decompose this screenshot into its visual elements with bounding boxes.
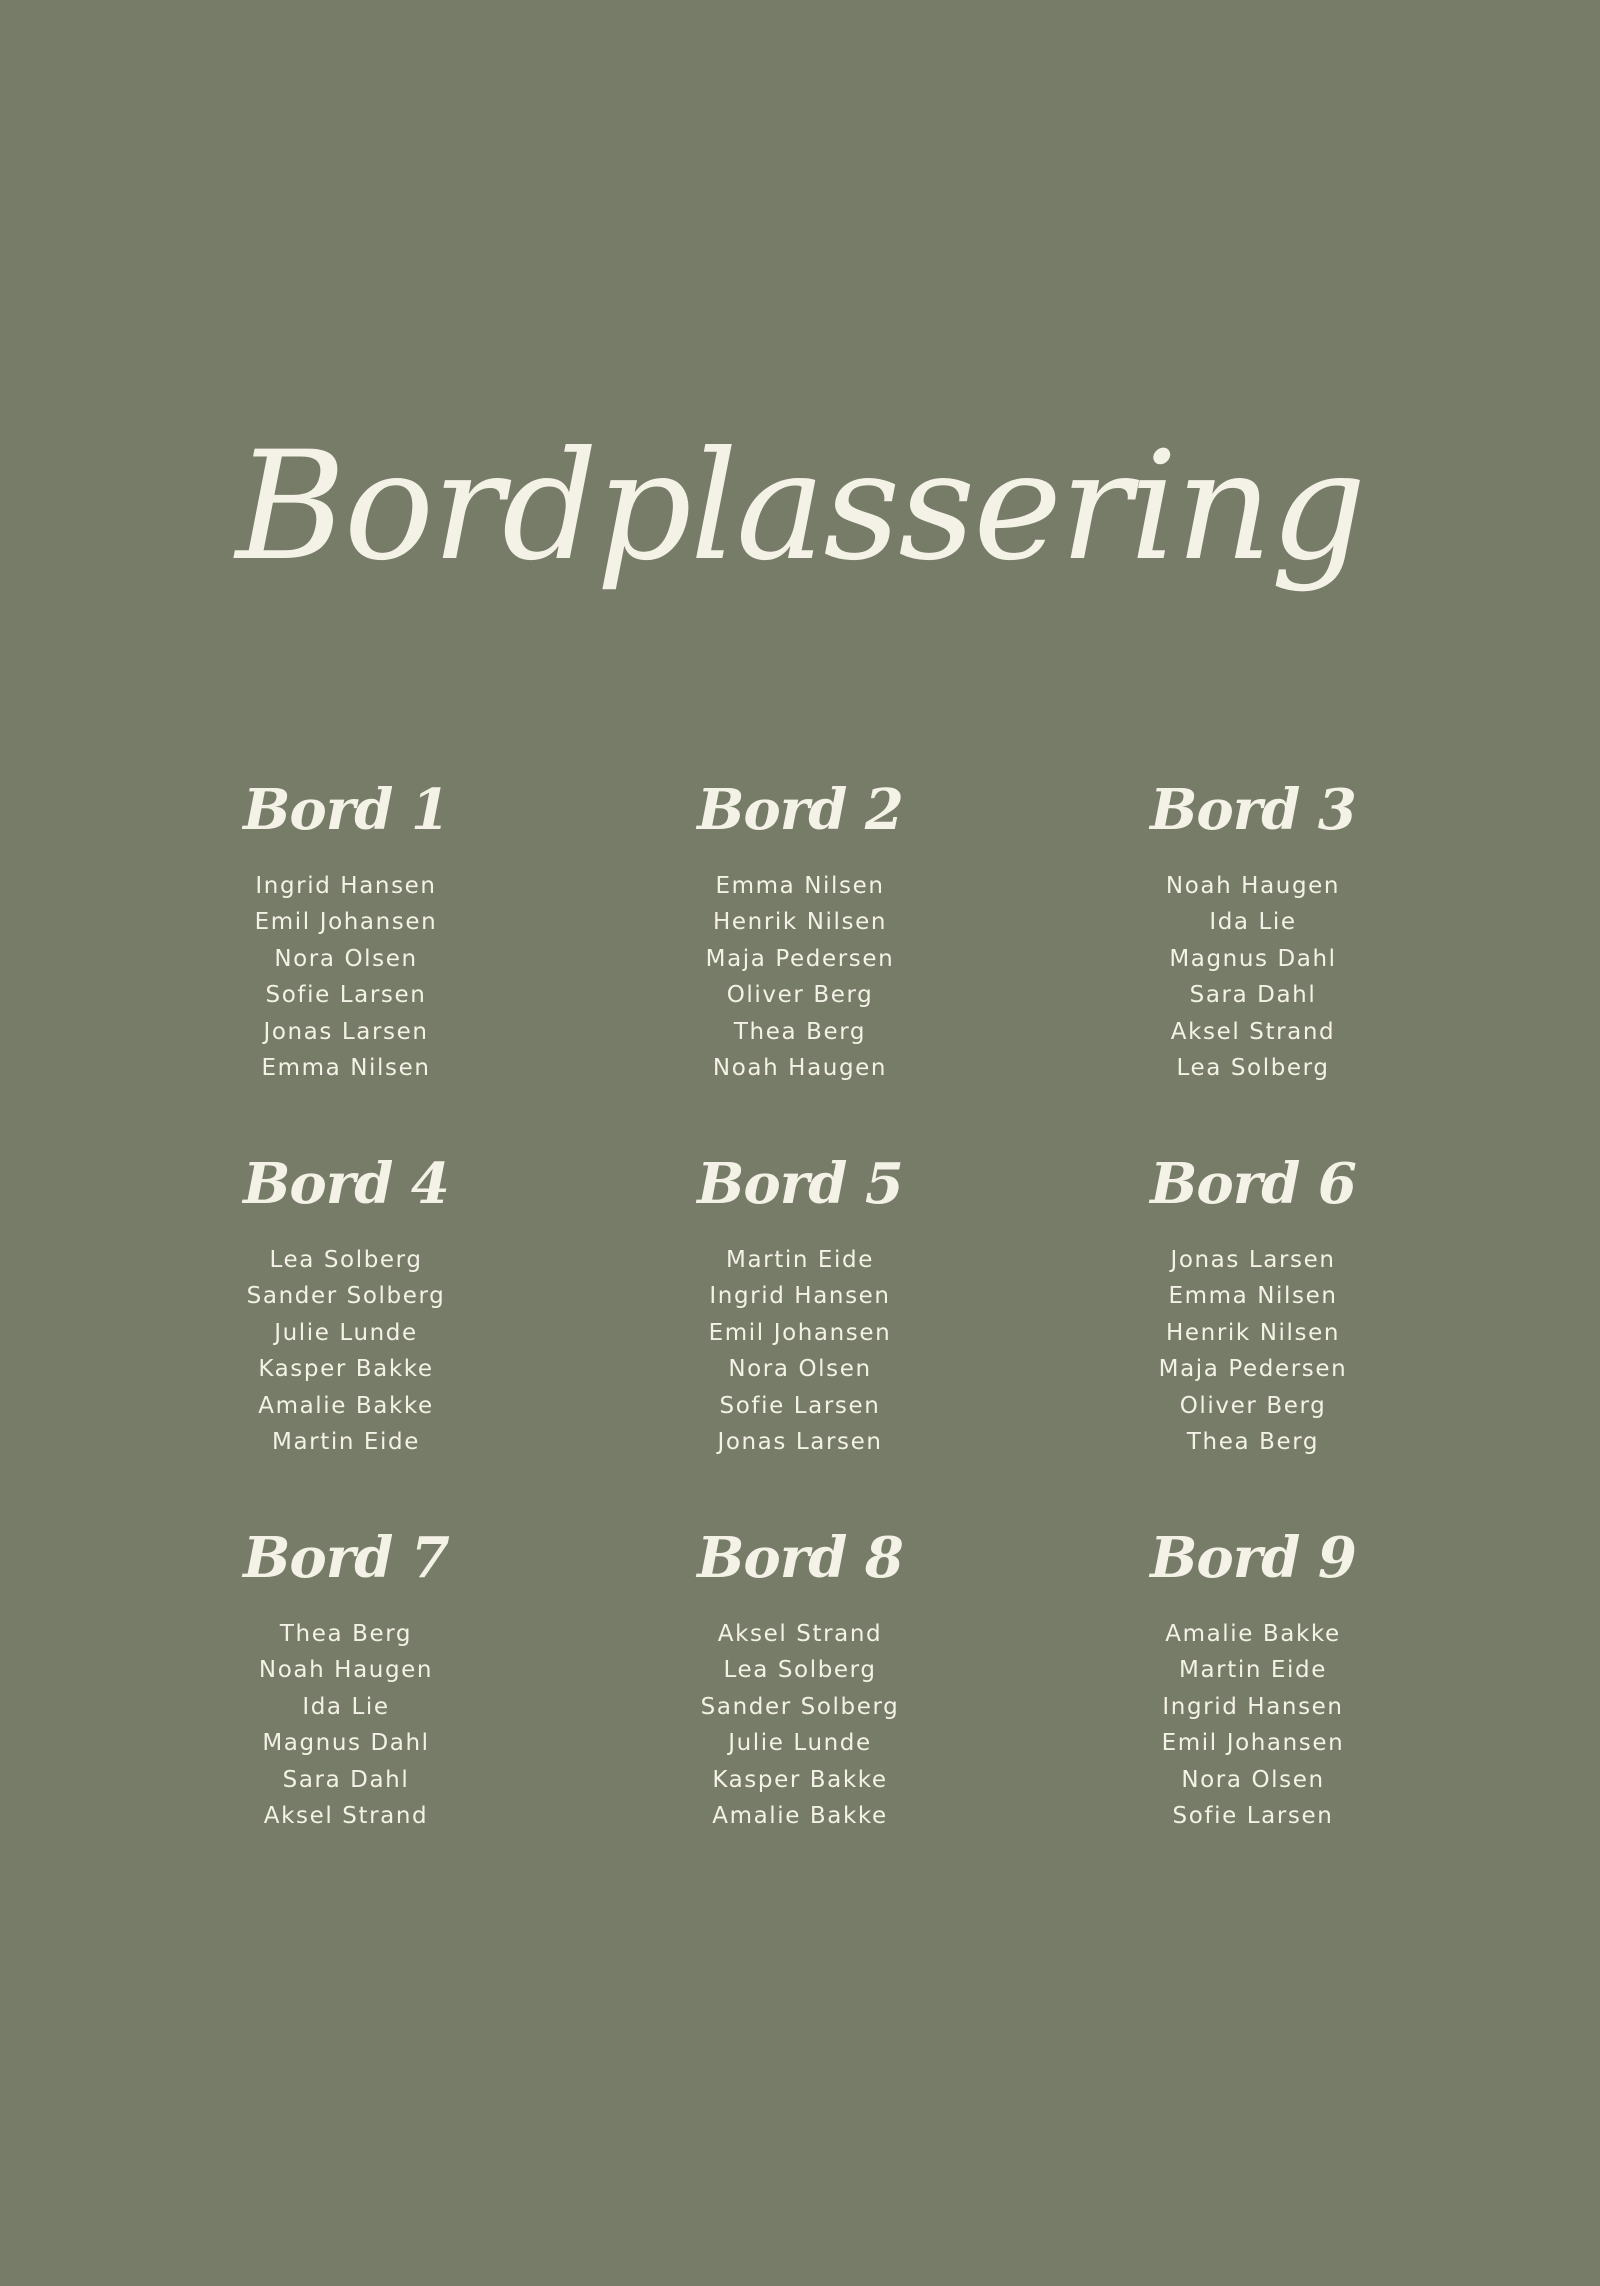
guest-name: Henrik Nilsen <box>1166 1319 1340 1346</box>
guest-name: Aksel Strand <box>263 1803 429 1830</box>
guest-name: Emma Nilsen <box>1168 1283 1338 1310</box>
table-block <box>146 770 546 1086</box>
guest-name: Sofie Larsen <box>265 982 427 1009</box>
guest-name: Noah Haugen <box>258 1657 434 1684</box>
guest-name: Noah Haugen <box>712 1055 888 1082</box>
guest-name: Ida Lie <box>1209 909 1297 936</box>
table-name: Bord 3 <box>1150 777 1356 843</box>
table-name: Bord 4 <box>243 1151 449 1217</box>
guest-name: Oliver Berg <box>1179 1392 1327 1419</box>
guest-name: Emma Nilsen <box>261 1055 431 1082</box>
guest-name: Kasper Bakke <box>712 1766 888 1793</box>
guest-list <box>600 868 1000 1086</box>
guest-name: Magnus Dahl <box>262 1730 430 1757</box>
guest-name: Sofie Larsen <box>719 1392 881 1419</box>
guest-name: Amalie Bakke <box>1165 1621 1341 1647</box>
guest-name: Julie Lunde <box>274 1319 418 1346</box>
guest-name: Jonas Larsen <box>717 1429 883 1456</box>
guest-name: Ida Lie <box>302 1693 390 1720</box>
page-title: Bordplassering <box>235 420 1365 594</box>
table-name: Bord 8 <box>697 1525 903 1591</box>
guest-name: Thea Berg <box>733 1018 867 1045</box>
guest-name: Magnus Dahl <box>1169 945 1337 972</box>
guest-name: Julie Lunde <box>728 1730 872 1757</box>
table-name: Bord 1 <box>243 777 449 843</box>
guest-name: Maja Pedersen <box>1158 1356 1348 1383</box>
guest-name: Emil Johansen <box>254 909 438 936</box>
guest-name: Ingrid Hansen <box>1162 1693 1344 1720</box>
table-block <box>600 1518 1000 1834</box>
guest-name: Jonas Larsen <box>1170 1247 1336 1273</box>
guest-list <box>146 1242 546 1460</box>
guest-name: Ingrid Hansen <box>709 1283 891 1310</box>
table-block <box>146 1144 546 1460</box>
table-block <box>1053 770 1453 1086</box>
guest-name: Nora Olsen <box>274 945 418 972</box>
table-block <box>600 1144 1000 1460</box>
guest-name: Martin Eide <box>272 1429 420 1456</box>
table-name: Bord 7 <box>243 1525 449 1591</box>
guest-list <box>146 868 546 1086</box>
guest-list <box>600 1616 1000 1834</box>
guest-name: Amalie Bakke <box>258 1392 434 1419</box>
table-name: Bord 2 <box>697 777 903 843</box>
table-name: Bord 6 <box>1150 1151 1356 1217</box>
guest-name: Lea Solberg <box>269 1247 423 1273</box>
guest-list <box>1053 868 1453 1086</box>
guest-name: Emil Johansen <box>708 1319 892 1346</box>
guest-list <box>1053 1242 1453 1460</box>
guest-name: Amalie Bakke <box>712 1803 888 1830</box>
guest-name: Kasper Bakke <box>258 1356 434 1383</box>
guest-name: Sara Dahl <box>282 1766 410 1793</box>
guest-name: Maja Pedersen <box>705 945 895 972</box>
guest-name: Lea Solberg <box>1176 1055 1330 1082</box>
table-name: Bord 5 <box>697 1151 903 1217</box>
guest-name: Thea Berg <box>1186 1429 1320 1456</box>
guest-name: Ingrid Hansen <box>255 873 437 899</box>
guest-list <box>600 1242 1000 1460</box>
guest-name: Nora Olsen <box>728 1356 872 1383</box>
guest-name: Emma Nilsen <box>715 873 885 899</box>
guest-name: Lea Solberg <box>723 1657 877 1684</box>
guest-list <box>146 1616 546 1834</box>
guest-name: Henrik Nilsen <box>713 909 887 936</box>
guest-name: Martin Eide <box>726 1247 874 1273</box>
table-name: Bord 9 <box>1150 1525 1356 1591</box>
table-block <box>1053 1518 1453 1834</box>
table-block <box>600 770 1000 1086</box>
guest-list <box>1053 1616 1453 1834</box>
guest-name: Sofie Larsen <box>1172 1803 1334 1830</box>
guest-name: Aksel Strand <box>717 1621 883 1647</box>
guest-name: Nora Olsen <box>1181 1766 1325 1793</box>
guest-name: Sander Solberg <box>246 1283 446 1310</box>
table-block <box>1053 1144 1453 1460</box>
guest-name: Thea Berg <box>279 1621 413 1647</box>
guest-name: Noah Haugen <box>1165 873 1341 899</box>
table-block <box>146 1518 546 1834</box>
guest-name: Sara Dahl <box>1189 982 1317 1009</box>
guest-name: Sander Solberg <box>700 1693 900 1720</box>
guest-name: Aksel Strand <box>1170 1018 1336 1045</box>
guest-name: Jonas Larsen <box>263 1018 429 1045</box>
guest-name: Oliver Berg <box>726 982 874 1009</box>
guest-name: Emil Johansen <box>1161 1730 1345 1757</box>
guest-name: Martin Eide <box>1179 1657 1327 1684</box>
